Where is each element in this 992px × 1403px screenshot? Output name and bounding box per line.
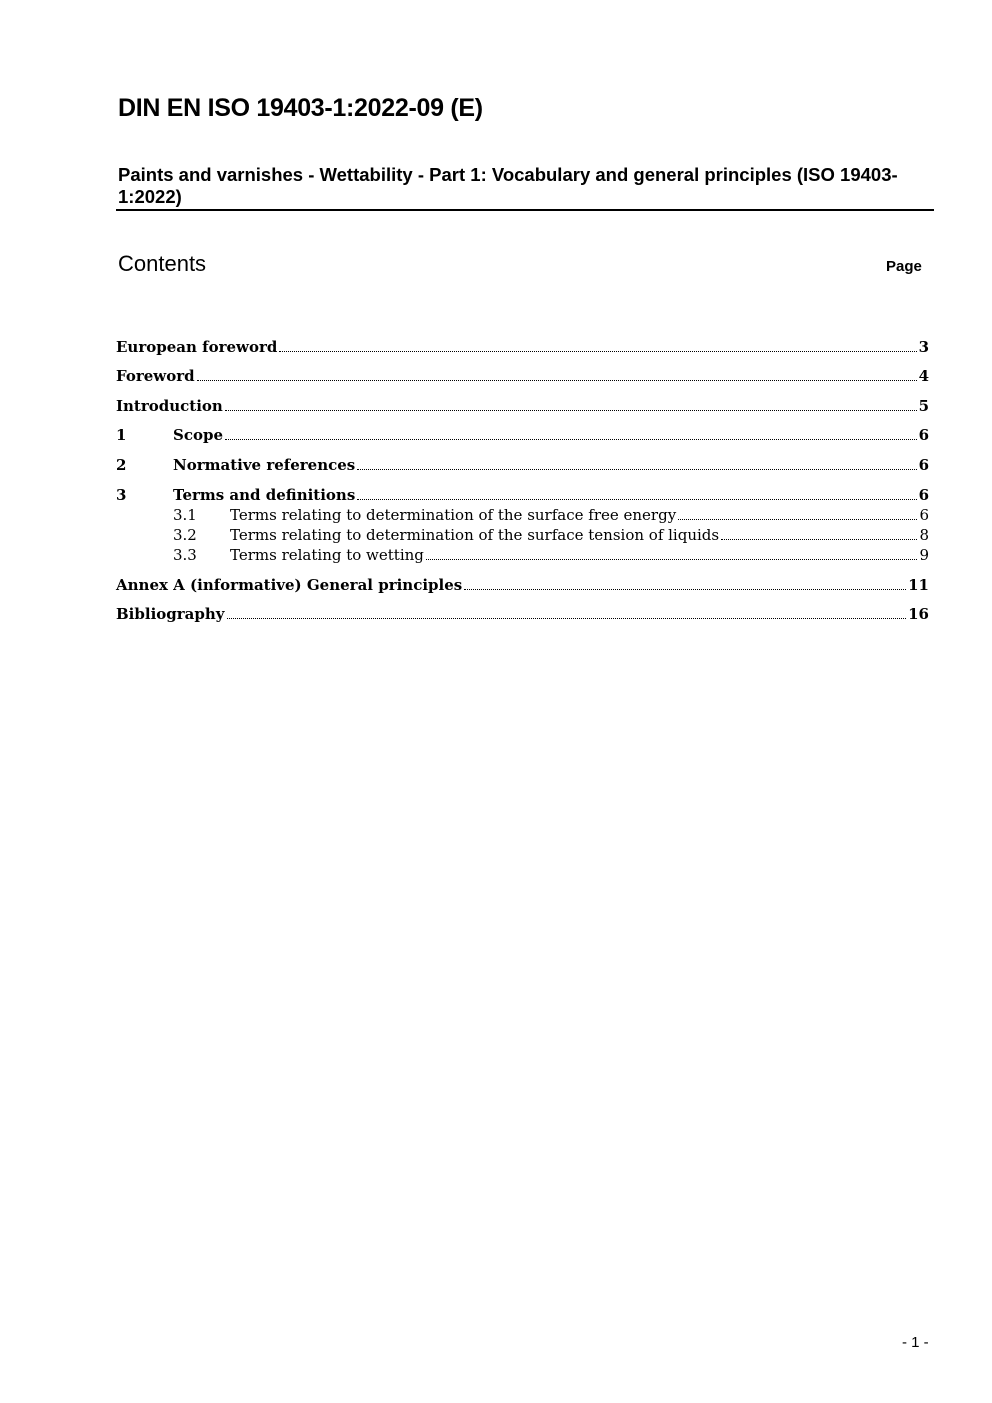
toc-entry-3-2[interactable] [116, 525, 929, 545]
toc-entry-label: Normative references [173, 456, 356, 474]
toc-entry-page: 6 [919, 506, 929, 524]
toc-entry-bibliography[interactable] [116, 604, 929, 624]
toc-entry-number: 2 [116, 456, 127, 474]
toc-entry-label: Terms relating to wetting [230, 546, 424, 564]
toc-leader [227, 617, 907, 619]
toc-entry-introduction[interactable] [116, 396, 929, 416]
toc-entry-page: 4 [918, 367, 929, 385]
toc-entry-3-3[interactable] [116, 545, 929, 565]
toc-entry-page: 5 [918, 397, 929, 415]
toc-leader [225, 409, 917, 411]
page-number-footer: - 1 - [902, 1334, 929, 1351]
toc-entry-annex-a[interactable] [116, 575, 929, 595]
contents-heading: Contents [118, 251, 207, 276]
title-divider [116, 209, 934, 211]
toc-entry-normative-references[interactable] [116, 455, 929, 475]
toc-leader [279, 350, 916, 352]
toc-entry-3-1[interactable] [116, 505, 929, 525]
toc-leader [357, 498, 916, 500]
toc-leader [357, 468, 916, 470]
toc-leader [721, 538, 917, 540]
toc-entry-number: 1 [116, 426, 127, 444]
toc-leader [426, 558, 918, 560]
toc-entry-label: Terms relating to determination of the surface free energy [230, 506, 677, 524]
toc-entry-label: Introduction [116, 397, 223, 415]
toc-entry-number: 3 [116, 486, 127, 504]
toc-entry-european-foreword[interactable] [116, 337, 929, 357]
toc-leader [225, 438, 917, 440]
toc-leader [197, 379, 917, 381]
toc-entry-page: 11 [908, 576, 929, 594]
page-column-label: Page [886, 258, 922, 275]
toc-entry-number: 3.1 [173, 506, 197, 524]
toc-entry-label: Scope [173, 426, 224, 444]
toc-entry-page: 16 [908, 605, 929, 623]
toc-entry-label: Bibliography [116, 605, 225, 623]
document-title: DIN EN ISO 19403-1:2022-09 (E) [118, 94, 483, 122]
toc-entry-page: 9 [919, 546, 929, 564]
toc-entry-label: European foreword [116, 338, 278, 356]
toc-entry-label: Foreword [116, 367, 195, 385]
toc-entry-page: 6 [918, 486, 929, 504]
toc-entry-page: 8 [919, 526, 929, 544]
toc-entry-label: Terms relating to determination of the surface tension of liquids [230, 526, 720, 544]
toc-entry-terms-and-definitions[interactable] [116, 485, 929, 505]
toc-entry-scope[interactable] [116, 425, 929, 445]
toc-entry-page: 6 [918, 426, 929, 444]
toc-entry-label: Annex A (informative) General principles [116, 576, 463, 594]
toc-entry-page: 6 [918, 456, 929, 474]
toc-entry-number: 3.2 [173, 526, 197, 544]
toc-leader [464, 588, 906, 590]
toc-entry-page: 3 [918, 338, 929, 356]
toc-entry-foreword[interactable] [116, 366, 929, 386]
document-subtitle: Paints and varnishes - Wettability - Part 1: Vocabulary and general principles (ISO 19403-1:2022) [118, 164, 898, 207]
toc-entry-label: Terms and definitions [173, 486, 356, 504]
toc-entry-number: 3.3 [173, 546, 197, 564]
toc-leader [678, 518, 917, 520]
